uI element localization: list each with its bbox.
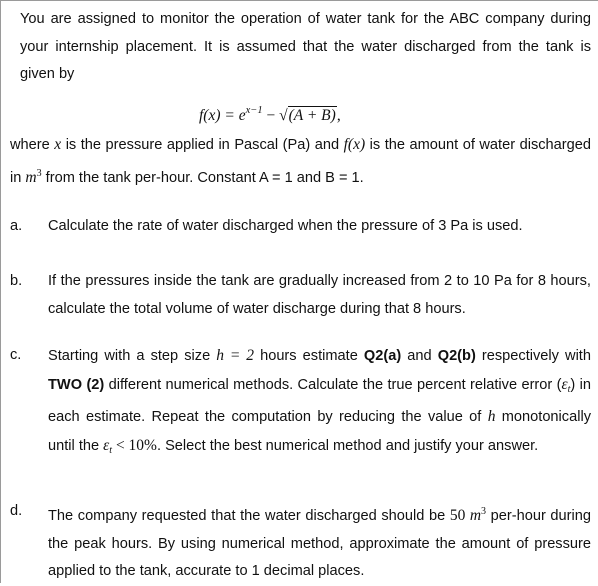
c-text-4: respectively with xyxy=(475,348,591,364)
c-ref-q2b: Q2(b) xyxy=(437,348,476,364)
formula-tail: , xyxy=(336,107,341,124)
where-text-4: from the tank per-hour. Constant A = 1 and B = 1. xyxy=(41,169,364,186)
d-value: 50 xyxy=(449,507,470,524)
item-b-label: b. xyxy=(10,273,23,289)
c-text-6: different numerical methods. Calculate the true percent relative error ( xyxy=(104,376,562,393)
item-a-label: a. xyxy=(10,218,23,234)
c-text-8: monotonically until the xyxy=(48,409,591,454)
d-text-1: The company requested that the water discharged should be xyxy=(48,508,450,524)
c-ref-q2a: Q2(a) xyxy=(363,348,402,364)
var-fx: f(x) xyxy=(343,136,366,153)
c-text-9: . Select the best numerical method and justify your answer. xyxy=(156,437,539,454)
formula-exponent: x−1 xyxy=(245,105,263,116)
d-unit-m: m xyxy=(469,507,482,524)
formula-lhs: f(x) = e xyxy=(199,107,246,124)
item-c-label: c. xyxy=(10,347,22,363)
c-epsilon-2-sub: t xyxy=(109,444,113,456)
d-unit-exp: 3 xyxy=(481,506,487,517)
item-c-text xyxy=(48,342,591,464)
c-epsilon-2: ε xyxy=(103,436,110,454)
c-epsilon: ε xyxy=(561,375,568,393)
unit-exp: 3 xyxy=(36,167,42,179)
c-two: TWO xyxy=(48,376,83,393)
where-paragraph xyxy=(10,131,591,192)
c-text-2: hours estimate xyxy=(254,348,364,364)
formula-radicand: (A + B) xyxy=(288,107,336,124)
item-b-text: If the pressures inside the tank are gradually increased from 2 to 10 Pa for 8 hours, calculate the total volume of water discharge during that 8 hours. xyxy=(48,273,591,317)
c-h: h xyxy=(487,408,496,425)
c-text-3: and xyxy=(401,348,438,364)
where-text-1: where xyxy=(10,137,55,153)
where-text-3: is the amount of water discharged in xyxy=(10,137,591,186)
unit-m: m xyxy=(25,168,37,186)
item-a-text: Calculate the rate of water discharged when the pressure of 3 Pa is used. xyxy=(48,218,523,234)
c-text-1: Starting with a step size xyxy=(48,348,217,364)
c-text-7: ) in each estimate. Repeat the computation by reducing the value of xyxy=(48,376,591,425)
c-step-size: h = 2 xyxy=(216,347,255,364)
discharge-formula xyxy=(199,97,341,129)
item-d-label: d. xyxy=(10,503,23,519)
var-x: x xyxy=(54,136,62,153)
d-text-2: per-hour during the peak hours. By using numerical method, approximate the amount of pressure applied to the tank, accurate to 1 decimal places. xyxy=(48,508,591,579)
item-d-text xyxy=(48,498,591,586)
c-epsilon-sub: t xyxy=(567,383,571,395)
formula-minus-sqrt: − √ xyxy=(262,107,288,124)
where-text-2: is the pressure applied in Pascal (Pa) and xyxy=(61,137,344,153)
c-condition: < 10% xyxy=(112,436,157,454)
intro-paragraph: You are assigned to monitor the operation of water tank for the ABC company during your internship placement. It is assumed that the water discharged from the tank is given by xyxy=(20,11,591,82)
c-two-num: (2) xyxy=(86,376,105,393)
